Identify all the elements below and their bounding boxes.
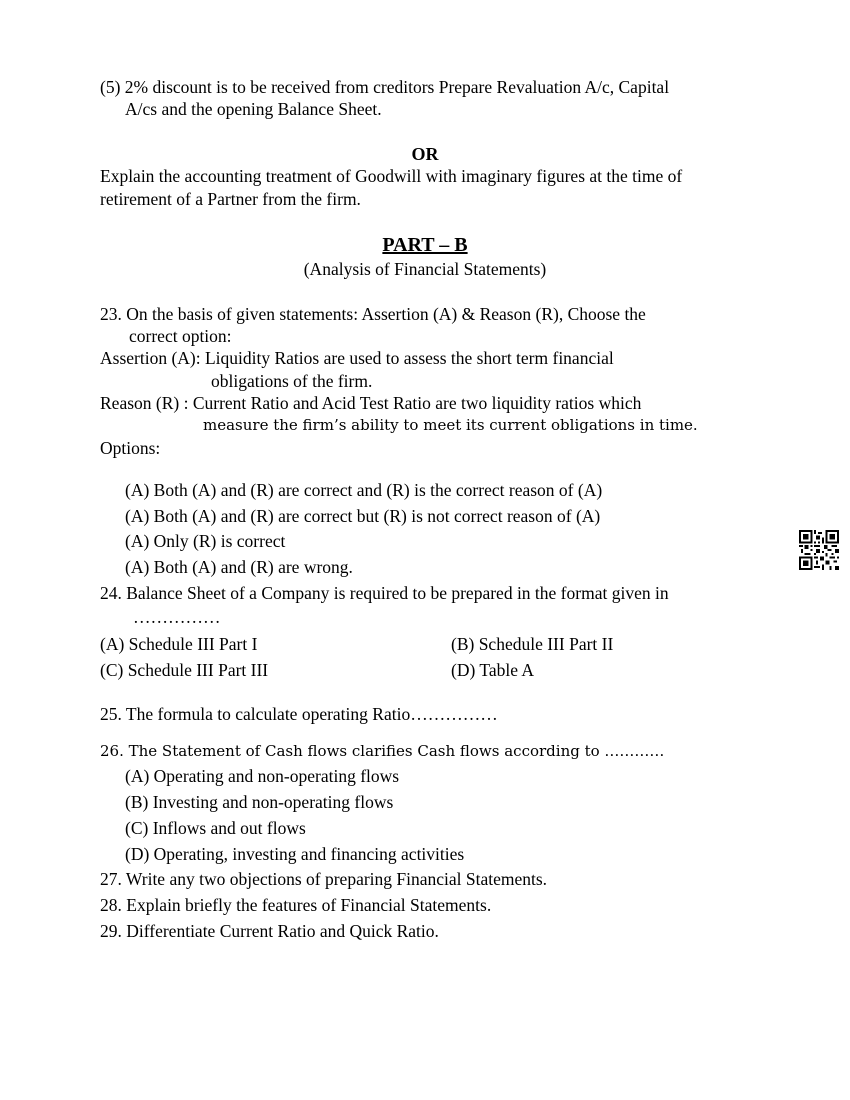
question-26: 26. The Statement of Cash flows clarifies Cash flows according to ………… [100, 742, 665, 760]
text-line: correct option: [129, 326, 232, 346]
reason-line: Reason (R) : Current Ratio and Acid Test Ratio are two liquidity ratios which [100, 393, 642, 413]
options-label: Options: [100, 438, 161, 458]
question-29: 29. Differentiate Current Ratio and Quick Ratio. [100, 921, 439, 941]
option-item: (C) Schedule III Part III [100, 660, 269, 680]
assertion-line: Assertion (A): Liquidity Ratios are used to assess the short term financial [100, 348, 614, 368]
blank-dots: …………… [133, 607, 221, 627]
text-line: Explain the accounting treatment of Goodwill with imaginary figures at the time of [100, 166, 683, 186]
option-item: (B) Investing and non-operating flows [125, 792, 394, 812]
question-28: 28. Explain briefly the features of Financial Statements. [100, 895, 492, 915]
text-line: measure the firm’s ability to meet its current obligations in time. [203, 416, 698, 434]
qr-code-icon [799, 530, 839, 570]
question-27: 27. Write any two objections of preparing Financial Statements. [100, 869, 548, 889]
option-item: (A) Schedule III Part I [100, 634, 258, 654]
option-item: (A) Both (A) and (R) are correct but (R) is not correct reason of (A) [125, 506, 601, 526]
option-item: (D) Table A [451, 660, 535, 680]
option-item: (A) Only (R) is correct [125, 531, 286, 551]
part-b-subtitle: (Analysis of Financial Statements) [303, 259, 547, 279]
or-heading: OR [411, 144, 439, 164]
option-item: (B) Schedule III Part II [451, 634, 614, 654]
option-item: (A) Both (A) and (R) are correct and (R) is the correct reason of (A) [125, 480, 603, 500]
question-24: 24. Balance Sheet of a Company is required to be prepared in the format given in [100, 583, 669, 603]
question-25: 25. The formula to calculate operating Ratio…………… [100, 704, 498, 724]
option-item: (A) Operating and non-operating flows [125, 766, 400, 786]
part-b-heading: PART – B [382, 234, 468, 256]
option-item: (D) Operating, investing and financing activities [125, 844, 465, 864]
text-line: obligations of the firm. [211, 371, 373, 391]
text-line: (5) 2% discount is to be received from creditors Prepare Revaluation A/c, Capital [100, 77, 670, 97]
option-item: (A) Both (A) and (R) are wrong. [125, 557, 353, 577]
question-23: 23. On the basis of given statements: Assertion (A) & Reason (R), Choose the [100, 304, 646, 324]
text-line: A/cs and the opening Balance Sheet. [125, 99, 382, 119]
option-item: (C) Inflows and out flows [125, 818, 306, 838]
text-line: retirement of a Partner from the firm. [100, 189, 361, 209]
